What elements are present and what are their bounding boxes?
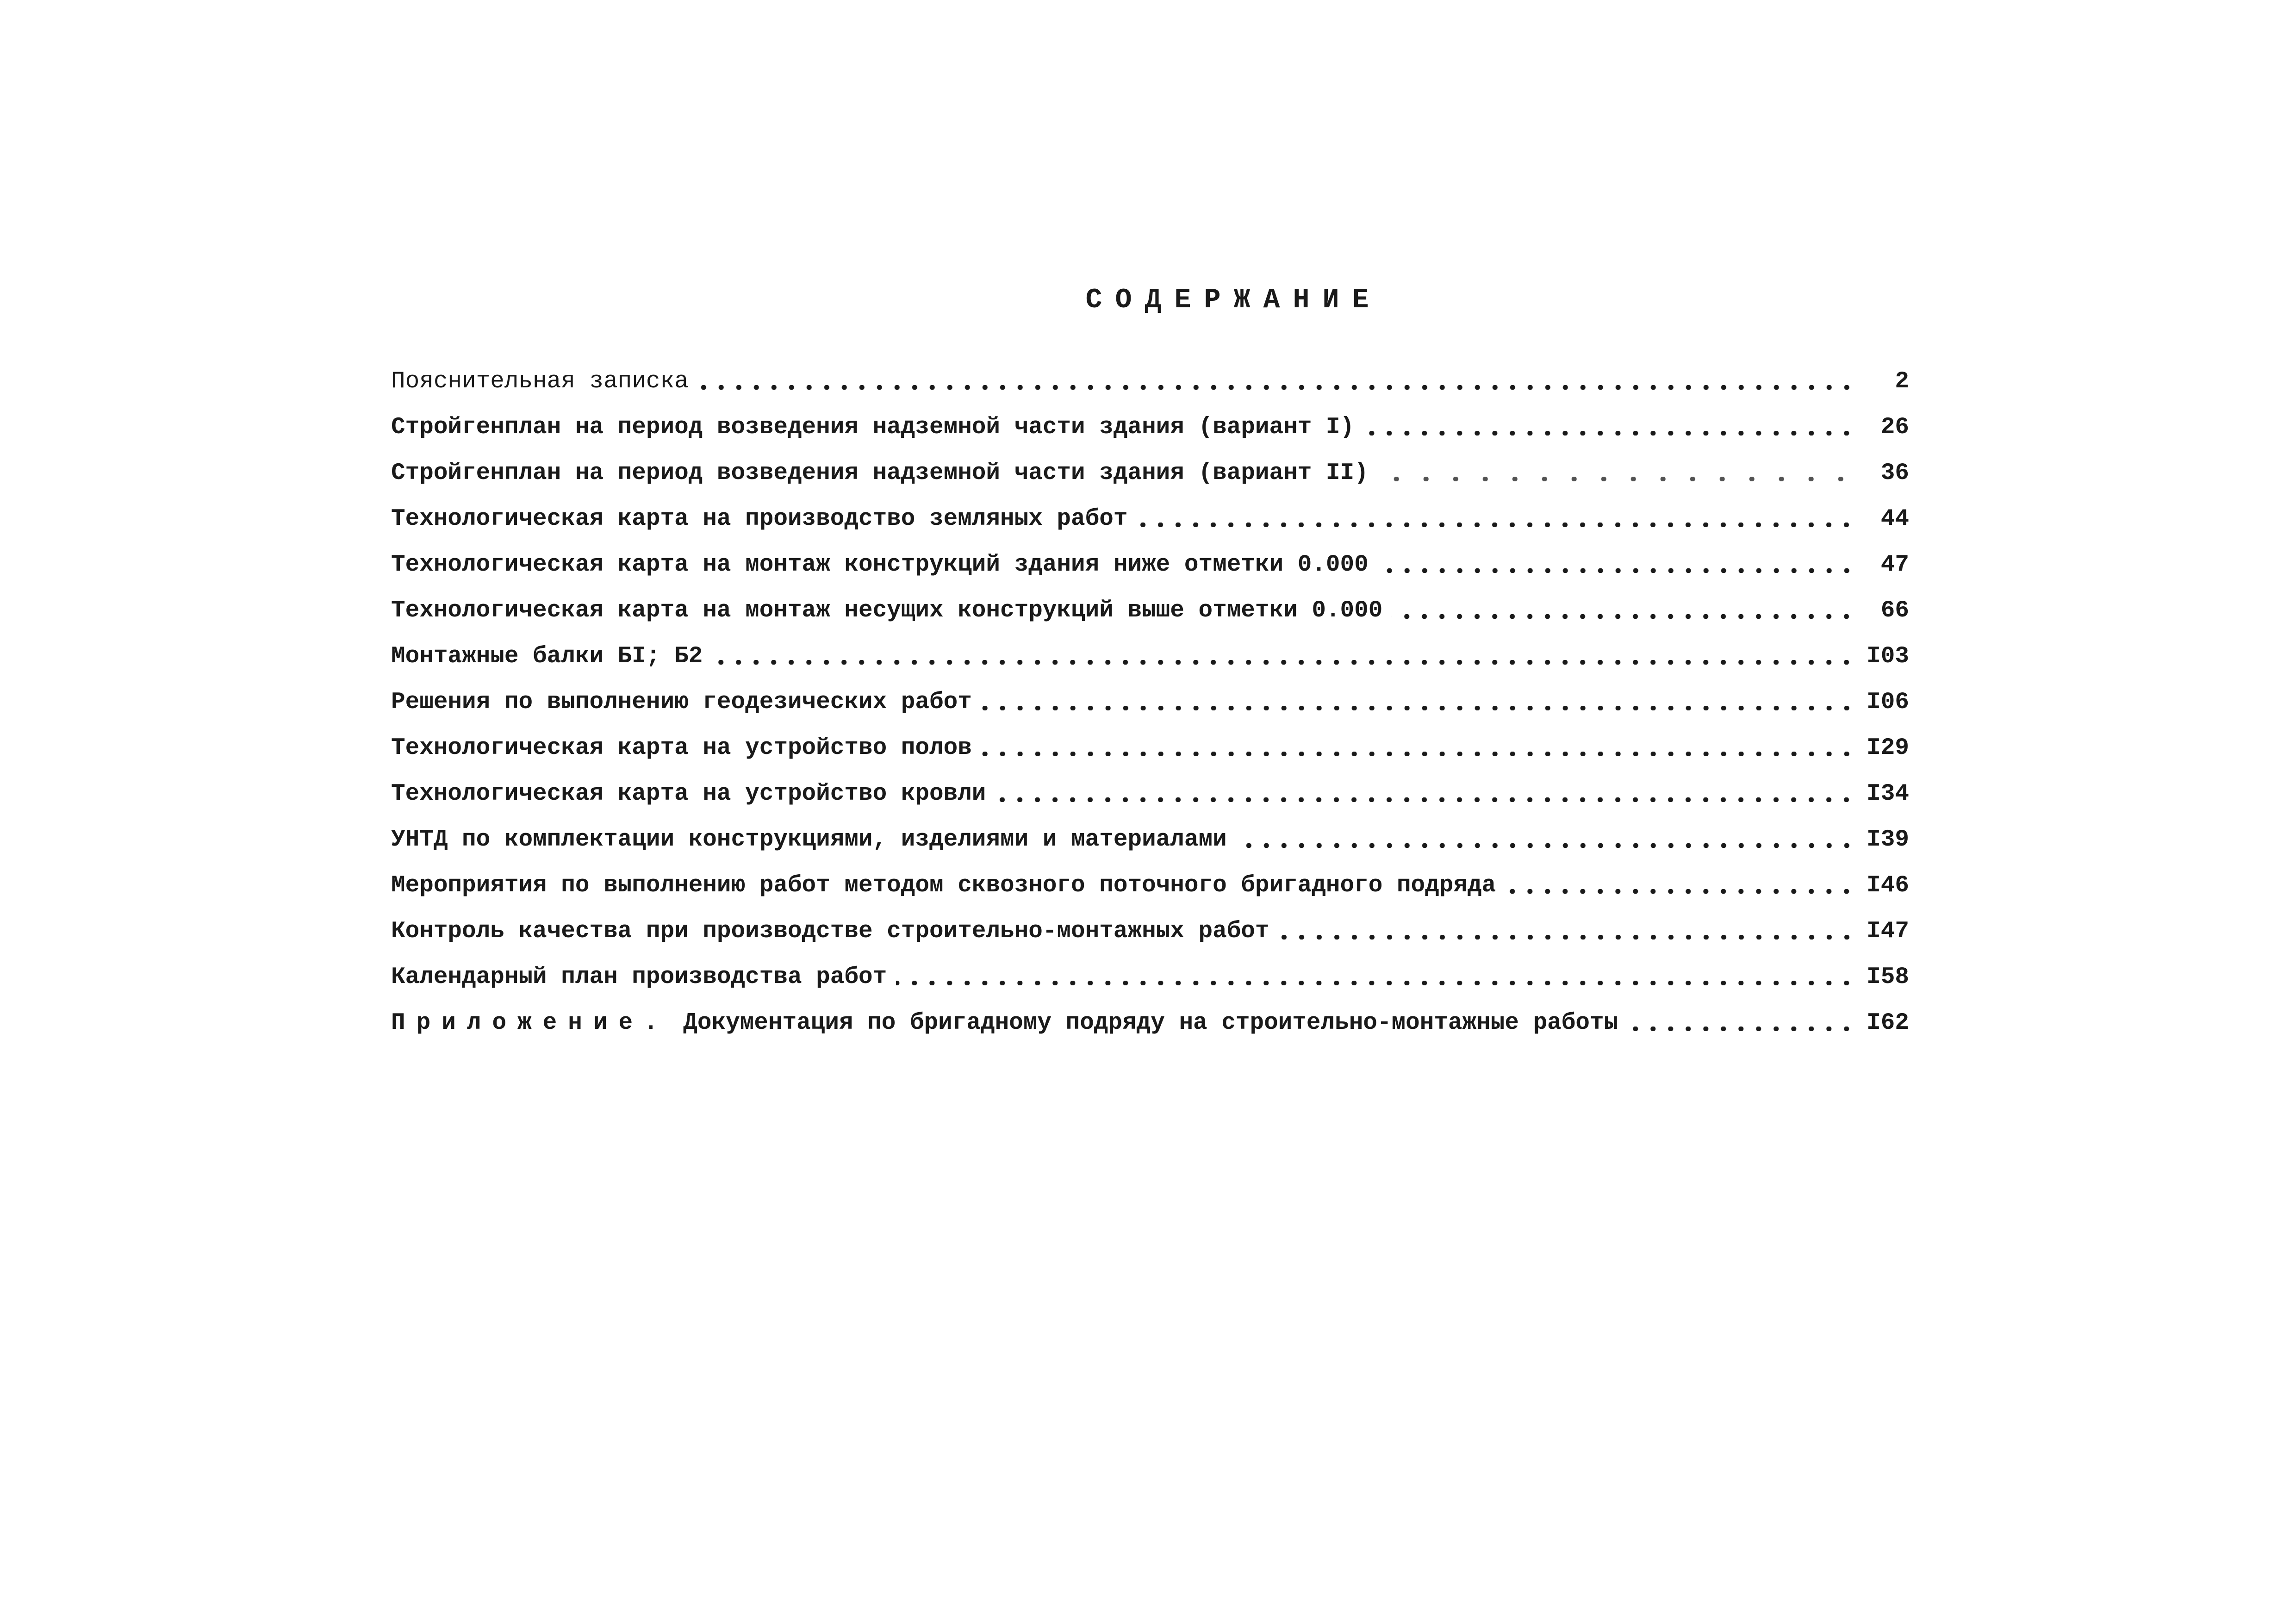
dot-leader	[981, 752, 1855, 756]
toc-page-number: 47	[1880, 552, 1909, 578]
toc-entry	[391, 496, 1909, 542]
toc-appendix-entry	[391, 1000, 1909, 1046]
dot-leader	[712, 660, 1855, 665]
dot-leader	[1378, 568, 1855, 573]
toc-entry-text: Монтажные балки БI; Б2	[391, 643, 703, 670]
toc-page-number: I29	[1867, 735, 1909, 761]
toc-entry	[391, 542, 1909, 588]
toc-entry	[391, 359, 1909, 404]
toc-page-number: I34	[1867, 781, 1909, 807]
dot-leader	[981, 706, 1855, 710]
toc-entry	[391, 404, 1909, 450]
toc-page-number: I03	[1867, 643, 1909, 670]
toc-entry-text: Технологическая карта на устройство кровли	[391, 781, 986, 807]
toc-entry-text	[391, 1000, 1618, 1046]
toc-entry-text: УНТД по комплектации конструкциями, изделиями и материалами	[391, 827, 1227, 853]
toc-page-number: I47	[1867, 918, 1909, 945]
toc-entry-text: Решения по выполнению геодезических работ	[391, 689, 972, 716]
toc-entry	[391, 817, 1909, 863]
dot-leader	[1363, 431, 1855, 436]
toc-page-number: 44	[1880, 506, 1909, 532]
dot-leader	[995, 797, 1855, 802]
toc-entry	[391, 771, 1909, 817]
toc-entry-text: Календарный план производства работ	[391, 964, 887, 990]
toc-page-number: I39	[1867, 827, 1909, 853]
page-title: СОДЕРЖАНИЕ	[1085, 285, 1382, 316]
toc-entry-text: Стройгенплан на период возведения надземной части здания (вариант I)	[391, 414, 1355, 441]
dot-leader	[1378, 477, 1855, 481]
toc-entry	[391, 634, 1909, 679]
toc-page-number: 26	[1880, 414, 1909, 441]
toc-entry	[391, 863, 1909, 908]
toc-entry	[391, 908, 1909, 954]
dot-leader	[896, 981, 1855, 985]
toc-entry	[391, 725, 1909, 771]
toc-entry-text: Технологическая карта на монтаж конструкций здания ниже отметки 0.000	[391, 552, 1369, 578]
toc-page-number: 66	[1880, 597, 1909, 624]
dot-leader	[1236, 843, 1855, 848]
toc-entry	[391, 679, 1909, 725]
toc-page-number: 2	[1895, 368, 1909, 395]
toc-page-number: I58	[1867, 964, 1909, 990]
dot-leader	[1505, 889, 1855, 894]
toc-entry	[391, 588, 1909, 634]
toc-page-number: 36	[1880, 460, 1909, 486]
toc-entry-text: Технологическая карта на производство земляных работ	[391, 506, 1128, 532]
appendix-text: Документация по бригадному подряду на строительно-монтажные работы	[683, 1010, 1618, 1036]
toc-entry-text: Стройгенплан на период возведения надземной части здания (вариант II)	[391, 460, 1369, 486]
toc-entry-text: Мероприятия по выполнению работ методом сквозного поточного бригадного подряда	[391, 872, 1496, 899]
toc-page-number: I46	[1867, 872, 1909, 899]
toc-entry	[391, 450, 1909, 496]
toc-entry-text: Технологическая карта на устройство полов	[391, 735, 972, 761]
toc-entry-text: Пояснительная записка	[391, 368, 689, 395]
appendix-label: Приложение.	[391, 1010, 669, 1036]
dot-leader	[1392, 614, 1855, 619]
toc-page-number: I62	[1867, 1010, 1909, 1036]
dot-leader	[698, 385, 1855, 390]
dot-leader	[1279, 935, 1855, 940]
dot-leader	[1137, 523, 1855, 527]
toc-entry	[391, 954, 1909, 1000]
dot-leader	[1627, 1027, 1855, 1031]
toc-entry-text: Технологическая карта на монтаж несущих конструкций выше отметки 0.000	[391, 597, 1383, 624]
toc-page-number: I06	[1867, 689, 1909, 716]
toc-entry-text: Контроль качества при производстве строительно-монтажных работ	[391, 918, 1269, 945]
table-of-contents	[391, 359, 1909, 1046]
